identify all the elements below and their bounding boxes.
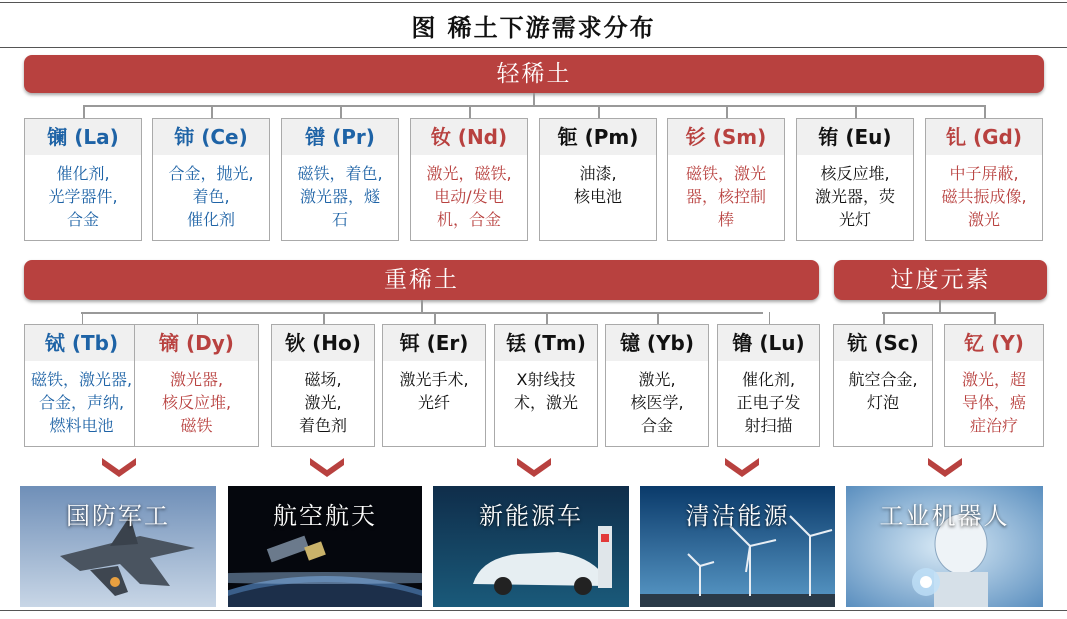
application-tile-new-energy-vehicle xyxy=(433,486,629,607)
transition-connector-bar xyxy=(882,312,994,314)
connector-drop xyxy=(769,312,771,324)
connector-drop xyxy=(883,312,885,324)
heavy-rare-earth-banner: 重稀土 xyxy=(24,260,819,300)
application-tile-clean-energy xyxy=(640,486,835,607)
element-uses: 中子屏蔽, 磁共振成像, 激光 xyxy=(941,164,1027,229)
element-uses: 激光，磁铁, 电动/发电 机，合金 xyxy=(426,164,512,229)
element-card xyxy=(667,118,785,241)
connector-drop xyxy=(657,312,659,324)
chevron-down-icon xyxy=(928,458,962,478)
connector-drop xyxy=(197,312,199,324)
chevron-down-icon xyxy=(517,458,551,478)
element-card xyxy=(925,118,1043,241)
element-name: 镧 (La) xyxy=(25,119,141,155)
element-uses: 激光，超 导体，癌 症治疗 xyxy=(961,370,1026,435)
element-card xyxy=(24,118,142,241)
element-uses: 合金，抛光, 着色, 催化剂 xyxy=(168,164,254,229)
application-tile-industrial-robot xyxy=(846,486,1043,607)
element-name: 铽 (Tb) xyxy=(25,325,138,361)
connector-drop xyxy=(434,312,436,324)
transition-element-banner: 过度元素 xyxy=(834,260,1047,300)
element-card xyxy=(281,118,399,241)
element-name: 镝 (Dy) xyxy=(135,325,258,361)
element-uses: 激光器, 核反应堆, 磁铁 xyxy=(161,370,232,435)
element-uses: 油漆, 核电池 xyxy=(573,164,622,206)
element-name: 铒 (Er) xyxy=(383,325,485,361)
element-uses: 磁铁，激光 器，核控制 棒 xyxy=(685,164,766,229)
element-card xyxy=(410,118,528,241)
element-card xyxy=(944,324,1044,447)
element-name: 钬 (Ho) xyxy=(272,325,374,361)
title-top-rule xyxy=(0,2,1067,3)
transition-connector-stem xyxy=(939,300,941,312)
application-label: 国防军工 xyxy=(66,502,170,530)
application-tile-aerospace xyxy=(228,486,422,607)
element-card xyxy=(382,324,486,447)
heavy-connector-bar xyxy=(81,312,763,314)
element-name: 铈 (Ce) xyxy=(153,119,269,155)
bottom-rule xyxy=(0,610,1067,611)
element-uses: 磁铁，着色, 激光器，燧 石 xyxy=(297,164,383,229)
connector-drop xyxy=(546,312,548,324)
application-label: 新能源车 xyxy=(479,502,583,530)
application-tile-defense xyxy=(20,486,216,607)
element-name: 钪 (Sc) xyxy=(834,325,932,361)
connector-drop xyxy=(211,105,213,118)
element-card xyxy=(24,324,139,447)
connector-drop xyxy=(984,105,986,118)
element-card xyxy=(796,118,914,241)
chevron-down-icon xyxy=(310,458,344,478)
light-connector-stem xyxy=(533,93,535,105)
chevron-down-icon xyxy=(102,458,136,478)
element-uses: 航空合金, 灯泡 xyxy=(848,370,918,412)
connector-drop xyxy=(994,312,996,324)
element-uses: 激光手术, 光纤 xyxy=(399,370,469,412)
page-title: 图 稀土下游需求分布 xyxy=(411,14,656,42)
connector-drop xyxy=(82,312,84,324)
element-name: 镨 (Pr) xyxy=(282,119,398,155)
connector-drop xyxy=(83,105,85,118)
element-uses: X射线技 术，激光 xyxy=(513,370,578,412)
element-card xyxy=(134,324,259,447)
connector-drop xyxy=(469,105,471,118)
element-name: 镥 (Lu) xyxy=(718,325,819,361)
element-name: 钷 (Pm) xyxy=(540,119,656,155)
title-bottom-rule xyxy=(0,47,1067,48)
application-label: 航空航天 xyxy=(273,502,377,530)
element-card xyxy=(152,118,270,241)
element-uses: 核反应堆, 激光器，荧 光灯 xyxy=(814,164,895,229)
element-uses: 磁场, 激光, 着色剂 xyxy=(298,370,347,435)
element-card xyxy=(494,324,598,447)
element-card xyxy=(605,324,709,447)
element-card xyxy=(539,118,657,241)
element-uses: 激光, 核医学, 合金 xyxy=(630,370,684,435)
element-name: 铥 (Tm) xyxy=(495,325,597,361)
element-name: 铕 (Eu) xyxy=(797,119,913,155)
connector-drop xyxy=(726,105,728,118)
element-card xyxy=(717,324,820,447)
chevron-down-icon xyxy=(725,458,759,478)
connector-drop xyxy=(855,105,857,118)
element-uses: 磁铁，激光器, 合金，声纳, 燃料电池 xyxy=(30,370,133,435)
application-label: 清洁能源 xyxy=(685,502,790,530)
light-connector-bar xyxy=(83,105,985,107)
element-card xyxy=(271,324,375,447)
application-label: 工业机器人 xyxy=(879,502,1010,530)
connector-drop xyxy=(323,312,325,324)
connector-drop xyxy=(598,105,600,118)
element-name: 钆 (Gd) xyxy=(926,119,1042,155)
element-name: 钐 (Sm) xyxy=(668,119,784,155)
element-name: 钇 (Y) xyxy=(945,325,1043,361)
element-uses: 催化剂, 正电子发 射扫描 xyxy=(736,370,801,435)
connector-drop xyxy=(340,105,342,118)
element-uses: 催化剂, 光学器件, 合金 xyxy=(48,164,118,229)
element-name: 镱 (Yb) xyxy=(606,325,708,361)
element-name: 钕 (Nd) xyxy=(411,119,527,155)
heavy-connector-stem xyxy=(421,300,423,312)
light-rare-earth-banner: 轻稀土 xyxy=(24,55,1044,93)
element-card xyxy=(833,324,933,447)
